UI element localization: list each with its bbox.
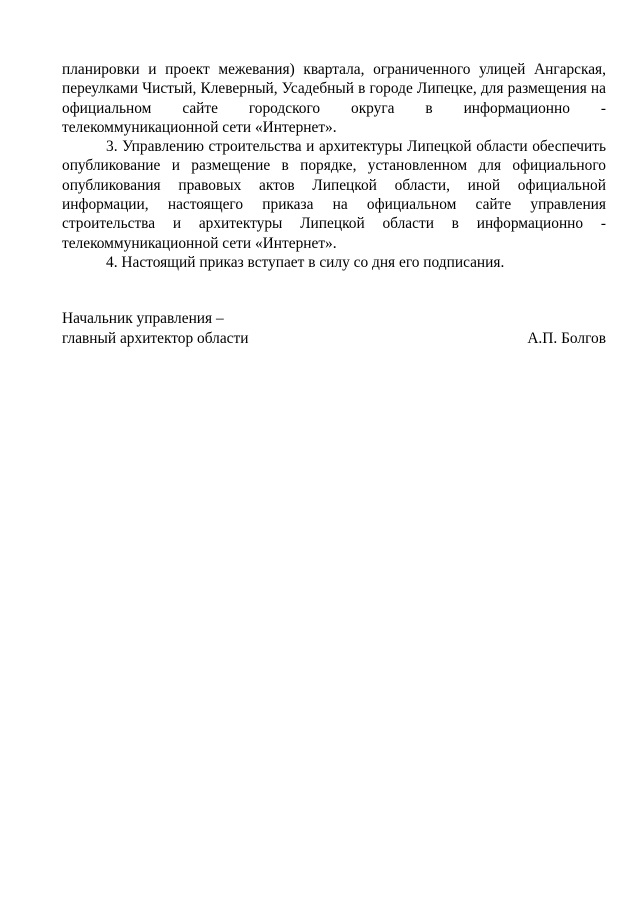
signature-block bbox=[62, 309, 606, 348]
text-line: 3. Управлению строительства и архитектуры Липецкой области обеспечить bbox=[106, 138, 606, 156]
signatory-position-line-1: Начальник управления – bbox=[62, 310, 224, 327]
signatory-name: А.П. Болгов bbox=[527, 329, 606, 347]
paragraph-item-3 bbox=[62, 137, 606, 253]
text-line: официальном сайте городского округа в информационно - bbox=[62, 99, 606, 117]
text-line: 4. Настоящий приказ вступает в силу со дня его подписания. bbox=[106, 253, 505, 271]
text-line: планировки и проект межевания) квартала, ограниченного улицей Ангарская, bbox=[62, 61, 606, 78]
signatory-position-line-2: главный архитектор области bbox=[62, 329, 249, 347]
signature-row bbox=[62, 329, 606, 349]
paragraph-continuation bbox=[62, 60, 606, 137]
text-line: строительства и архитектуры Липецкой области в информационно - bbox=[62, 215, 606, 233]
text-line: телекоммуникационной сети «Интернет». bbox=[62, 118, 337, 136]
text-line: опубликования правовых актов Липецкой области, иной официальной bbox=[62, 176, 606, 194]
text-line: информации, настоящего приказа на официальном сайте управления bbox=[62, 196, 606, 214]
document-body bbox=[62, 60, 606, 272]
text-line: переулками Чистый, Клеверный, Усадебный в городе Липецке, для размещения на bbox=[62, 80, 606, 98]
paragraph-item-4 bbox=[62, 253, 606, 272]
text-line: телекоммуникационной сети «Интернет». bbox=[62, 234, 337, 252]
text-line: опубликование и размещение в порядке, установленном для официального bbox=[62, 157, 606, 175]
